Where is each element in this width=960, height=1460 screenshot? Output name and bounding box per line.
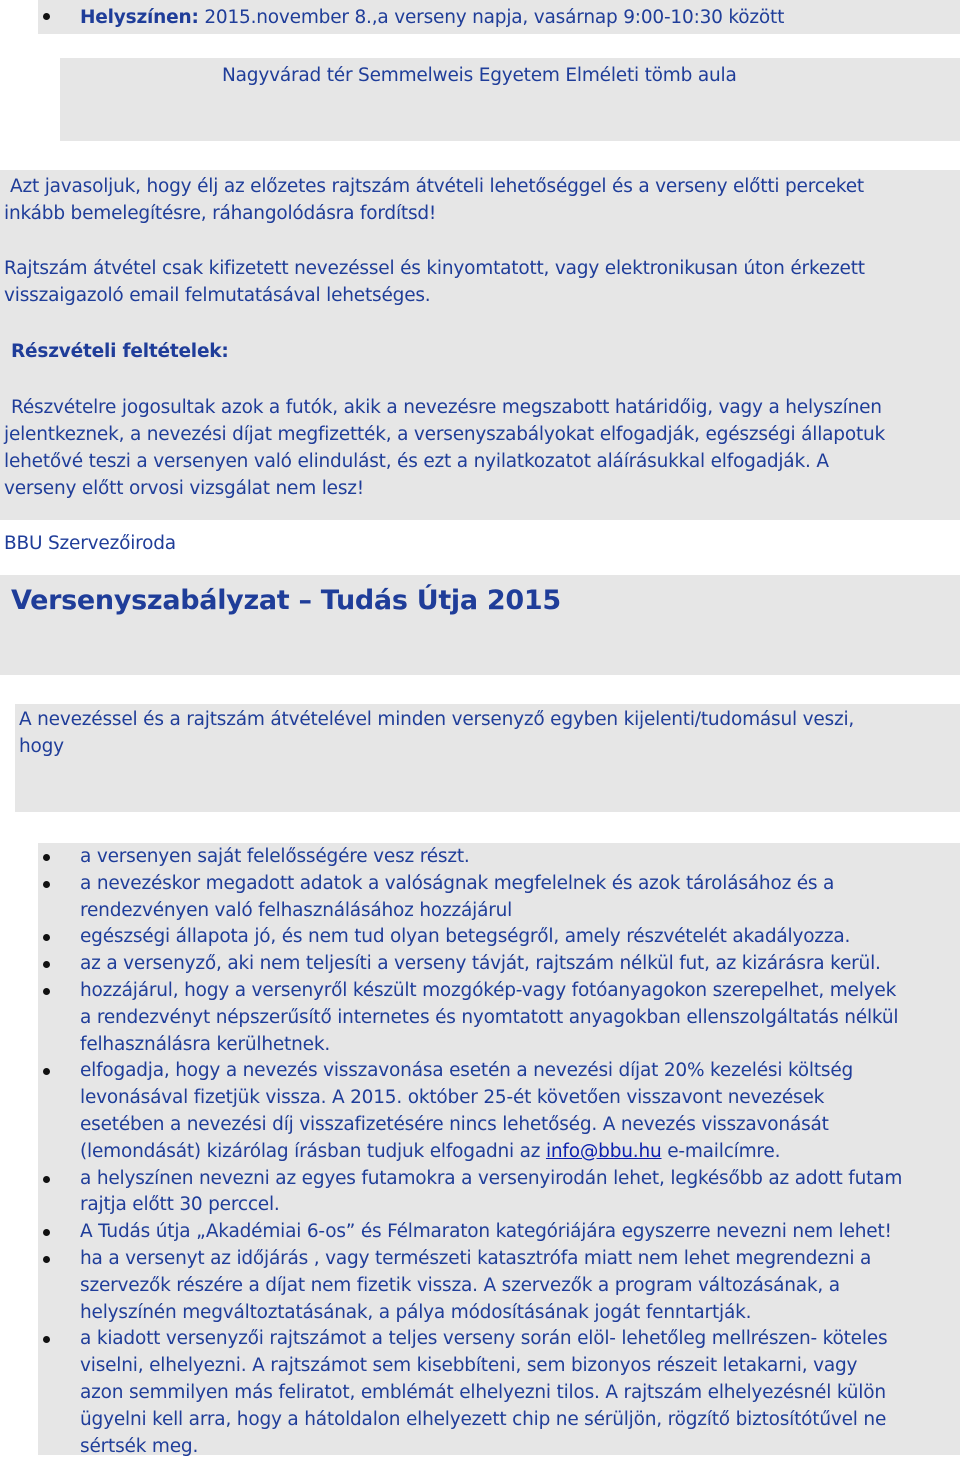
rule-line: felhasználásra kerülhetnek. [80, 1033, 331, 1055]
conditions-line-2: jelentkeznek, a nevezési díjat megfizették, a versenyszabályokat elfogadják, egészségi állapotuk [4, 424, 886, 445]
rule-line: rendezvényen való felhasználásához hozzájárul [80, 899, 513, 921]
bullet-icon [43, 934, 50, 941]
rule-line: azon semmilyen más feliratot, emblémát elhelyezni tilos. A rajtszám elhelyezésnél külön [80, 1381, 886, 1403]
rule-line: (lemondását) kizárólag írásban tudjuk elfogadni az [80, 1140, 546, 1162]
conditions-line-4: verseny előtt orvosi vizsgálat nem lesz! [4, 478, 365, 499]
conditions-heading: Részvételi feltételek: [11, 341, 229, 362]
signature: BBU Szervezőiroda [4, 533, 176, 554]
location-line [80, 4, 784, 31]
rule-line: helyszínén megváltoztatásának, a pálya módosításának jogát fenntartják. [80, 1301, 752, 1323]
rule-line: az a versenyző, aki nem teljesíti a verseny távját, rajtszám nélkül fut, az kizárásra kerül. [80, 953, 881, 975]
pickup-line-2: visszaigazoló email felmutatásával lehetséges. [4, 285, 431, 306]
rule-line: a versenyen saját felelősségére vesz részt. [80, 846, 470, 867]
info-block [0, 170, 960, 520]
list-item [0, 1326, 960, 1460]
place-block [60, 58, 960, 141]
list-item [0, 1166, 960, 1220]
rules-list [0, 844, 960, 1460]
list-item [0, 924, 960, 951]
location-block [38, 0, 960, 34]
bullet-icon [43, 1229, 50, 1236]
list-item [0, 978, 960, 1058]
list-item [0, 871, 960, 925]
rules-intro-line-1: A nevezéssel és a rajtszám átvételével minden versenyző egyben kijelenti/tudomásul veszi, [19, 709, 855, 730]
rule-line: A Tudás útja „Akadémiai 6-os” és Félmaraton kategóriájára egyszerre nevezni nem lehet! [80, 1221, 892, 1243]
list-item [0, 1246, 960, 1326]
rule-line: ügyelni kell arra, hogy a hátoldalon elhelyezett chip ne sérüljön, rögzítő biztosítótűvel ne [80, 1408, 887, 1430]
location-label: Helyszínen: [80, 7, 199, 28]
rules-list-block [38, 843, 960, 1455]
list-item [0, 844, 960, 871]
list-item [0, 1058, 960, 1165]
bullet-icon [43, 854, 50, 861]
bullet-icon [43, 1256, 50, 1263]
advice-line-2: inkább bemelegítésre, ráhangolódásra fordítsd! [4, 203, 437, 224]
conditions-line-1: Részvételre jogosultak azok a futók, akik a nevezésre megszabott határidőig, vagy a helyszínen [11, 397, 882, 418]
rule-line: hozzájárul, hogy a versenyről készült mozgókép-vagy fotóanyagokon szerepelhet, melyek [80, 979, 897, 1001]
bullet-icon [43, 961, 50, 968]
rule-line: a helyszínen nevezni az egyes futamokra a versenyirodán lehet, legkésőbb az adott futam [80, 1167, 903, 1189]
rule-line: a kiadott versenyzői rajtszámot a teljes verseny során elöl- lehetőleg mellrészen- köteles [80, 1328, 888, 1350]
rule-line: viselni, elhelyezni. A rajtszámot sem kisebbíteni, sem bizonyos részeit letakarni, vagy [80, 1355, 858, 1377]
rule-line: szervezők részére a díjat nem fizetik vissza. A szervezők a program változásának, a [80, 1274, 840, 1296]
rules-intro-block [15, 704, 960, 812]
list-item [0, 1219, 960, 1246]
rule-line: ha a versenyt az időjárás , vagy természeti katasztrófa miatt nem lehet megrendezni a [80, 1247, 872, 1269]
rule-line: sértsék meg. [80, 1435, 199, 1457]
rules-intro-line-2: hogy [19, 736, 64, 757]
rule-line: levonásával fizetjük vissza. A 2015. október 25-ét követően visszavont nevezések [80, 1087, 825, 1109]
advice-line-1: Azt javasoljuk, hogy élj az előzetes rajtszám átvételi lehetőséggel és a verseny előtti perceket [10, 176, 864, 197]
bullet-icon [43, 1336, 50, 1343]
rules-title-block [0, 575, 960, 675]
rule-line: elfogadja, hogy a nevezés visszavonása esetén a nevezési díjat 20% kezelési költség [80, 1060, 854, 1082]
conditions-line-3: lehetővé teszi a versenyen való elindulást, és ezt a nyilatkozatot aláírásukkal elfogadják. A [4, 451, 829, 472]
location-when: 2015.november 8.,a verseny napja, vasárnap 9:00-10:30 között [198, 7, 785, 28]
bullet-icon [43, 13, 50, 20]
rule-line: a rendezvényt népszerűsítő internetes és nyomtatott anyagokban ellenszolgáltatás nélkül [80, 1006, 899, 1028]
place-text: Nagyvárad tér Semmelweis Egyetem Elméleti tömb aula [222, 65, 737, 86]
rule-line: rajtja előtt 30 perccel. [80, 1194, 280, 1216]
bullet-icon [43, 988, 50, 995]
rule-line: egészségi állapota jó, és nem tud olyan betegségről, amely részvételét akadályozza. [80, 926, 851, 948]
email-link[interactable]: info@bbu.hu [545, 1140, 662, 1162]
rule-line: esetében a nevezési díj visszafizetésére nincs lehetőség. A nevezés visszavonását [80, 1113, 829, 1135]
list-item [0, 951, 960, 978]
bullet-icon [43, 1176, 50, 1183]
rule-line: e-mailcímre. [661, 1140, 781, 1162]
rules-title: Versenyszabályzat – Tudás Útja 2015 [11, 585, 561, 616]
rule-line: a nevezéskor megadott adatok a valóságnak megfelelnek és azok tárolásához és a [80, 872, 835, 894]
pickup-line-1: Rajtszám átvétel csak kifizetett nevezéssel és kinyomtatott, vagy elektronikusan úton érkezett [4, 258, 865, 279]
bullet-icon [43, 881, 50, 888]
bullet-icon [43, 1068, 50, 1075]
